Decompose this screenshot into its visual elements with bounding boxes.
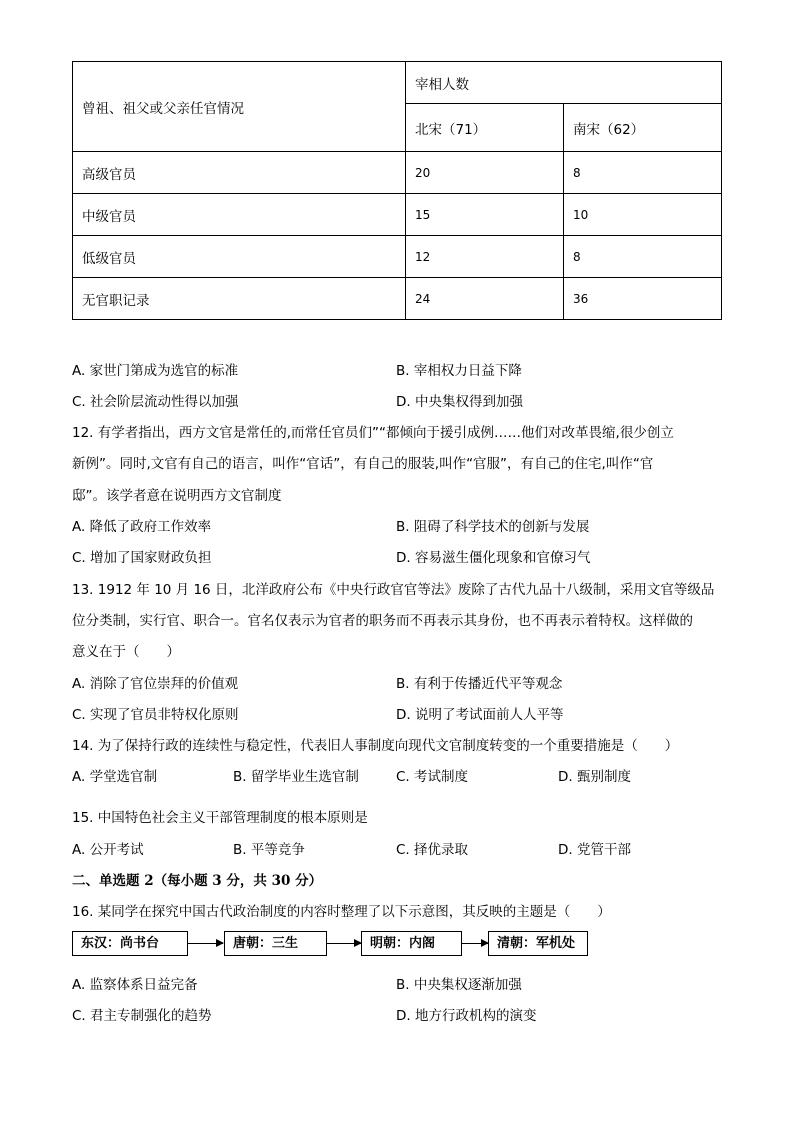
table-col-south: 南宋（62） (564, 104, 722, 152)
q13-stem-line1: 13. 1912 年 10 月 16 日，北洋政府公布《中央行政官官等法》废除了古代九品十八级制，采用文官等级品 (72, 582, 715, 598)
q11-option-a: A. 家世门第成为选官的标准 (72, 363, 239, 379)
q14-option-a: A. 学堂选官制 (72, 769, 158, 785)
flow-arrow-icon (327, 943, 361, 944)
q11-option-c: C. 社会阶层流动性得以加强 (72, 394, 239, 410)
flow-arrow-icon (188, 943, 223, 944)
prime-minister-table (72, 61, 722, 320)
row-north: 20 (406, 152, 564, 194)
q12-stem-line3: 邸”。该学者意在说明西方文官制度 (72, 488, 282, 504)
table-row (73, 194, 722, 236)
q11-option-d: D. 中央集权得到加强 (396, 394, 523, 410)
section-heading: 二、单选题 2（每小题 3 分，共 30 分） (72, 873, 323, 889)
q16-option-c: C. 君主专制强化的趋势 (72, 1008, 212, 1024)
q16-stem-line1: 16. 某同学在探究中国古代政治制度的内容时整理了以下示意图，其反映的主题是（ ） (72, 904, 611, 920)
q16-option-a: A. 监察体系日益完备 (72, 977, 198, 993)
flow-box-donghan: 东汉：尚书台 (72, 931, 188, 956)
row-label: 中级官员 (73, 194, 406, 236)
q15-option-a: A. 公开考试 (72, 842, 144, 858)
q12-option-b: B. 阻碍了科学技术的创新与发展 (396, 519, 590, 535)
q14-option-b: B. 留学毕业生选官制 (233, 769, 359, 785)
flow-arrow-icon (462, 943, 488, 944)
table-col-north: 北宋（71） (406, 104, 564, 152)
row-north: 24 (406, 278, 564, 320)
row-south: 10 (564, 194, 722, 236)
q15-option-c: C. 择优录取 (396, 842, 469, 858)
table-header-group: 宰相人数 (406, 62, 722, 104)
table-row (73, 152, 722, 194)
q12-option-d: D. 容易滋生僵化现象和官僚习气 (396, 550, 591, 566)
row-south: 8 (564, 152, 722, 194)
table-row (73, 278, 722, 320)
q14-option-c: C. 考试制度 (396, 769, 469, 785)
q13-option-c: C. 实现了官员非特权化原则 (72, 707, 239, 723)
q13-option-b: B. 有利于传播近代平等观念 (396, 676, 563, 692)
q12-stem-line1: 12. 有学者指出，西方文官是常任的,而常任官员们”“都倾向于援引成例……他们对改革畏缩,很少创立 (72, 425, 674, 441)
row-north: 12 (406, 236, 564, 278)
q12-stem-line2: 新例”。同时,文官有自己的语言，叫作“官话”，有自己的服装,叫作“官服”，有自己的住宅,叫作“官 (72, 456, 654, 472)
q14-option-d: D. 甄别制度 (558, 769, 631, 785)
q11-option-b: B. 宰相权力日益下降 (396, 363, 522, 379)
q13-stem-line2: 位分类制，实行官、职合一。官名仅表示为官者的职务而不再表示其身份，也不再表示着特权。这样做的 (72, 613, 693, 629)
q15-option-d: D. 党管干部 (558, 842, 631, 858)
row-label: 高级官员 (73, 152, 406, 194)
q16-option-b: B. 中央集权逐渐加强 (396, 977, 522, 993)
q13-stem-line3: 意义在于（ ） (72, 644, 180, 660)
q16-option-d: D. 地方行政机构的演变 (396, 1008, 537, 1024)
q12-option-a: A. 降低了政府工作效率 (72, 519, 212, 535)
q15-option-b: B. 平等竞争 (233, 842, 305, 858)
flow-box-tang: 唐朝：三生 (224, 931, 327, 956)
row-label: 无官职记录 (73, 278, 406, 320)
row-south: 8 (564, 236, 722, 278)
flow-box-ming: 明朝：内阁 (361, 931, 462, 956)
q14-stem-line1: 14. 为了保持行政的连续性与稳定性，代表旧人事制度向现代文官制度转变的一个重要措施是（ ） (72, 738, 679, 754)
q13-option-d: D. 说明了考试面前人人平等 (396, 707, 564, 723)
q15-stem-line1: 15. 中国特色社会主义干部管理制度的根本原则是 (72, 810, 368, 826)
q13-option-a: A. 消除了官位崇拜的价值观 (72, 676, 239, 692)
table-header-background: 曾祖、祖父或父亲任官情况 (73, 62, 406, 152)
row-south: 36 (564, 278, 722, 320)
q12-option-c: C. 增加了国家财政负担 (72, 550, 212, 566)
table-row (73, 236, 722, 278)
row-north: 15 (406, 194, 564, 236)
row-label: 低级官员 (73, 236, 406, 278)
flow-box-qing: 清朝：军机处 (488, 931, 588, 956)
